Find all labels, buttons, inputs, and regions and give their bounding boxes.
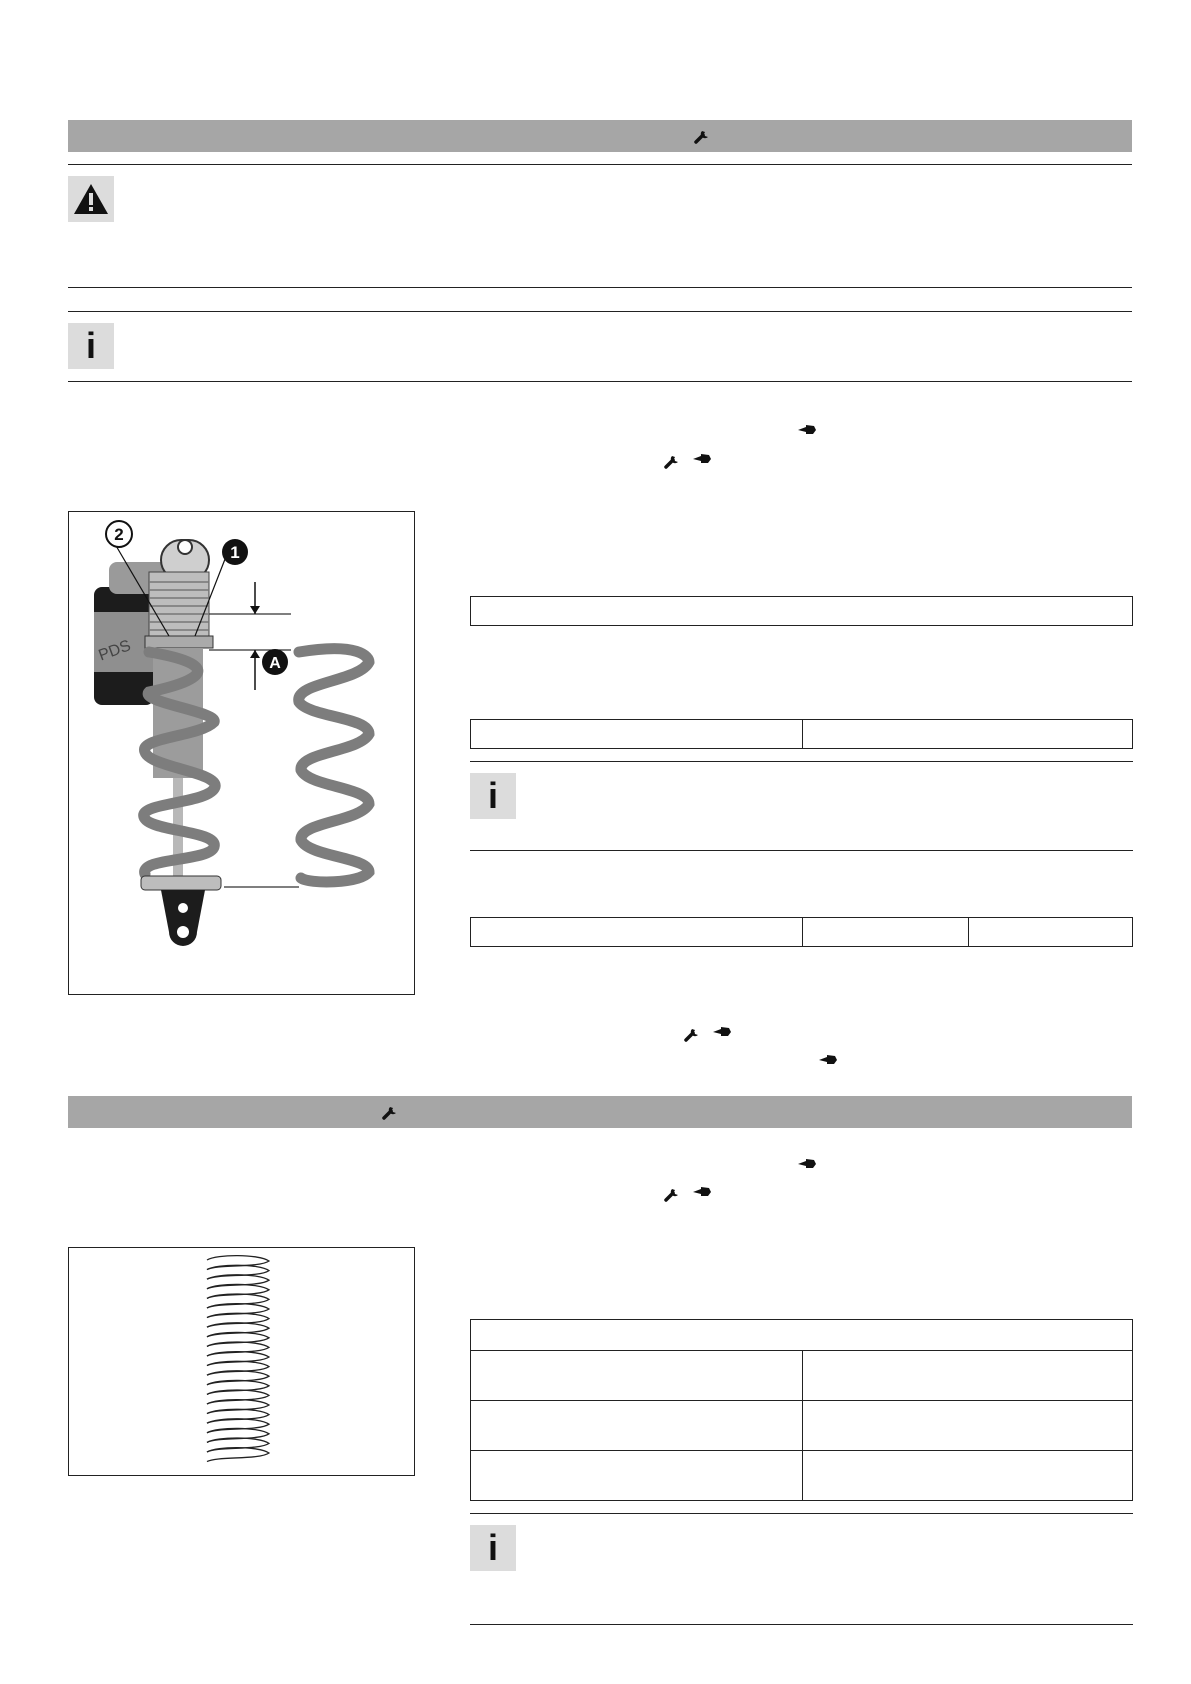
spec-table-2 [470,719,1133,749]
wrench-icon[interactable] [684,1026,702,1042]
callout-1-label: 1 [230,543,240,562]
pointing-hand-icon[interactable] [692,453,712,465]
callout-A-label: A [269,655,281,672]
wrench-icon[interactable] [664,453,682,469]
note-top-rule [470,1513,1133,1514]
spec-table-3 [470,917,1133,947]
warning-bottom-rule [68,287,1132,288]
note-bottom-rule [470,850,1133,851]
note-top-rule [470,761,1133,762]
adjuster-ring [145,636,213,648]
info-icon: i [470,1525,516,1571]
spec-table-1 [470,596,1133,626]
spring-figure [68,1247,415,1476]
warning-triangle-icon [72,182,110,216]
wrench-icon[interactable] [664,1186,682,1202]
section-header-bar [68,120,1132,152]
info-icon: i [470,773,516,819]
shock-absorber-figure [68,511,415,995]
pointing-hand-icon[interactable] [797,424,817,436]
info-bottom-rule [68,381,1132,382]
brand-mark: PDS [96,637,134,665]
note-bottom-rule [470,1624,1133,1625]
wrench-icon [694,128,712,144]
callout-2-label: 2 [114,525,124,544]
spring-spec-table [470,1319,1133,1501]
warning-icon-box [68,176,114,222]
pointing-hand-icon[interactable] [818,1054,838,1066]
section-header-bar [68,1096,1132,1128]
spring-line-drawing [69,1248,414,1475]
wrench-icon [382,1104,400,1120]
pointing-hand-icon[interactable] [712,1026,732,1038]
shock-absorber-illustration [69,512,414,994]
warning-top-rule [68,164,1132,165]
loose-spring [299,649,369,882]
info-top-rule [68,311,1132,312]
pointing-hand-icon[interactable] [692,1186,712,1198]
info-icon: i [68,323,114,369]
pointing-hand-icon[interactable] [797,1158,817,1170]
